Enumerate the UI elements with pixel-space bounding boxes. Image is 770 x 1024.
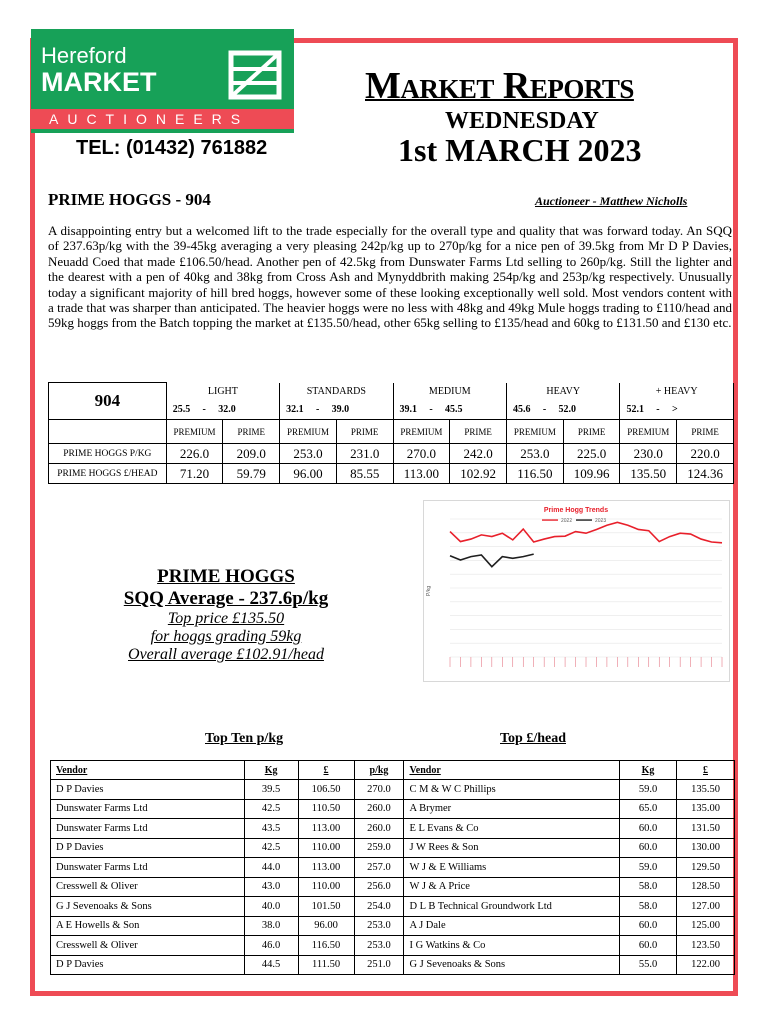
range-dash: - [429,403,433,415]
table-cell: 55.0 [620,955,677,975]
table-cell: 110.50 [298,799,354,819]
table-cell: 39.5 [244,780,298,800]
sub-premium: PREMIUM [506,420,563,444]
table-cell: 60.0 [620,936,677,956]
table-cell: Dunswater Farms Ltd [51,819,245,839]
price-cell: 225.0 [563,444,620,464]
range-from: 39.1 [399,403,418,415]
group-range [506,400,619,420]
entry-count: 904 [49,383,167,420]
range-to: 39.0 [331,403,350,415]
summary-grading: for hoggs grading 59kg [150,628,302,645]
table-cell: 122.00 [677,955,735,975]
table-cell: 96.00 [298,916,354,936]
table-cell: 65.0 [620,799,677,819]
table-row [51,819,735,839]
price-cell: 102.92 [450,464,507,484]
table-cell: 127.00 [677,897,735,917]
page-title-text: Market Reports [365,65,634,107]
price-cell: 220.0 [677,444,734,464]
price-cell: 231.0 [336,444,393,464]
col-vendor: Vendor [51,761,245,780]
row-label: PRIME HOGGS P/KG [49,444,167,464]
group-range [166,400,279,420]
table-cell: 60.0 [620,819,677,839]
table-cell: 110.00 [298,877,354,897]
table-cell: 260.0 [354,819,404,839]
price-table [48,382,734,484]
table-cell: 135.00 [677,799,735,819]
table-cell: 270.0 [354,780,404,800]
price-cell: 230.0 [620,444,677,464]
table-row [51,877,735,897]
sheep-pen-icon [225,47,285,105]
table-cell: 251.0 [354,955,404,975]
top-ten-table [50,760,735,975]
table-cell: 60.0 [620,838,677,858]
price-cell: 96.00 [280,464,337,484]
table-cell: 44.0 [244,858,298,878]
price-cell: 253.0 [280,444,337,464]
range-to: 45.5 [445,403,463,415]
table-cell: C M & W C Phillips [404,780,620,800]
top-ten-body [51,780,735,975]
top-pkg-heading: Top Ten p/kg [205,731,284,746]
table-cell: 113.00 [298,819,354,839]
col-kg: Kg [244,761,298,780]
table-row [51,916,735,936]
logo-band: AUCTIONEERS [31,109,294,129]
table-cell: 129.50 [677,858,735,878]
trend-chart [423,500,730,682]
table-cell: Cresswell & Oliver [51,877,245,897]
top-head-heading: Top £/head [500,731,567,746]
table-cell: 60.0 [620,916,677,936]
range-to: 52.0 [558,403,576,415]
table-cell: 253.0 [354,916,404,936]
table-cell: Cresswell & Oliver [51,936,245,956]
range-from: 52.1 [626,403,644,415]
range-to: 32.0 [218,403,236,415]
price-cell: 135.50 [620,464,677,484]
auctioneer-name: Auctioneer - Matthew Nicholls [535,194,688,208]
group-range [280,400,393,420]
sub-premium: PREMIUM [280,420,337,444]
range-dash: - [202,403,206,415]
table-cell: D P Davies [51,955,245,975]
table-cell: 254.0 [354,897,404,917]
table-cell: 42.5 [244,799,298,819]
price-cell: 270.0 [393,444,450,464]
table-cell: J W Rees & Son [404,838,620,858]
legend-2023: 2023 [595,518,607,524]
sub-prime: PRIME [223,420,280,444]
group-name: LIGHT [166,383,279,400]
table-cell: 59.0 [620,858,677,878]
table-cell: 257.0 [354,858,404,878]
table-row [51,838,735,858]
col-pkg: p/kg [354,761,404,780]
chart-title: Prime Hogg Trends [543,507,609,514]
trend-chart-svg [424,501,729,681]
report-text: A disappointing entry but a welcomed lift to the trade especially for the overall type and quality that was forward today. An SQQ of 237.63p/kg with the 39-45kg averaging a very pleasing 242p/kg up to 270p/kg for a nice pen of 39.5kg from Mr D P Davies, Neuadd Coed that made £106.50/head. Another pen of 42.5kg from Dunswater Farms Ltd selling to 260p/kg. Still the lighter and the dearest with a pen of 40kg and 38kg from Cross Ash and Mynyddbrith making 254p/kg and 253p/kg respectively. Unusually today a significant majority of hill bred hoggs, however some of these looking exceptionally well sold. Most vendors content with a trade that was sharper than anticipated. The heavier hoggs were no less with 48kg and 49kg Mule hoggs trading to £110/head and 59kg hoggs from the Batch topping the market at £135.50/head, other 65kg selling to £135/head and 60kg to £131.50 and £130 etc. [48,223,732,331]
group-name: + HEAVY [620,383,734,400]
table-row [51,955,735,975]
price-cell: 109.96 [563,464,620,484]
sub-prime: PRIME [677,420,734,444]
logo-line2: MARKET [41,67,157,97]
table-cell: D P Davies [51,780,245,800]
table-cell: 116.50 [298,936,354,956]
price-cell: 242.0 [450,444,507,464]
report-date: 1st MARCH 2023 [398,132,642,168]
table-cell: A E Howells & Son [51,916,245,936]
table-row [51,780,735,800]
row-label: PRIME HOGGS £/HEAD [49,464,167,484]
sub-premium: PREMIUM [166,420,223,444]
group-range [393,400,506,420]
table-cell: 130.00 [677,838,735,858]
range-from: 32.1 [286,403,304,415]
table-cell: G J Sevenoaks & Sons [404,955,620,975]
table-cell: 135.50 [677,780,735,800]
table-cell: 128.50 [677,877,735,897]
table-row [51,858,735,878]
price-cell: 226.0 [166,444,223,464]
summary-sqq: SQQ Average - 237.6p/kg [123,588,329,609]
table-row [51,897,735,917]
sub-prime: PRIME [450,420,507,444]
table-cell: 106.50 [298,780,354,800]
table-cell: 131.50 [677,819,735,839]
price-cell: 71.20 [166,464,223,484]
range-dash: - [656,403,660,415]
table-row [51,799,735,819]
table-cell: 256.0 [354,877,404,897]
table-cell: 40.0 [244,897,298,917]
table-cell: Dunswater Farms Ltd [51,858,245,878]
col-vendor: Vendor [404,761,620,780]
table-cell: 59.0 [620,780,677,800]
table-cell: 123.50 [677,936,735,956]
table-cell: E L Evans & Co [404,819,620,839]
sub-premium: PREMIUM [620,420,677,444]
table-cell: Dunswater Farms Ltd [51,799,245,819]
price-cell: 59.79 [223,464,280,484]
group-name: HEAVY [506,383,619,400]
table-cell: I G Watkins & Co [404,936,620,956]
table-cell: W J & A Price [404,877,620,897]
sub-premium: PREMIUM [393,420,450,444]
col-kg: Kg [620,761,677,780]
price-cell: 113.00 [393,464,450,484]
table-cell: 38.0 [244,916,298,936]
table-cell: 46.0 [244,936,298,956]
table-cell: 101.50 [298,897,354,917]
hereford-market-logo [31,29,294,133]
blank-cell [49,420,167,444]
logo-line1: Hereford [41,43,127,68]
summary-top-price: Top price £135.50 [167,610,285,627]
page-title [365,64,634,108]
table-cell: G J Sevenoaks & Sons [51,897,245,917]
section-title: PRIME HOGGS - 904 [48,190,211,209]
table-cell: 260.0 [354,799,404,819]
chart-grid [450,519,722,667]
group-range [620,400,734,420]
col-pounds: £ [677,761,735,780]
table-cell: 58.0 [620,877,677,897]
col-pounds: £ [298,761,354,780]
chart-ylabel: P/kg [426,585,432,596]
range-dash: - [542,403,547,415]
table-cell: 253.0 [354,936,404,956]
summary-overall: Overall average £102.91/head [128,646,324,663]
table-cell: D L B Technical Groundwork Ltd [404,897,620,917]
chart-lines [450,522,722,566]
table-cell: 43.0 [244,877,298,897]
range-dash: - [315,403,320,415]
table-row [51,936,735,956]
table-cell: 43.5 [244,819,298,839]
range-from: 45.6 [512,403,531,415]
telephone-number: TEL: (01432) 761882 [76,137,268,159]
table-cell: 259.0 [354,838,404,858]
table-cell: D P Davies [51,838,245,858]
table-cell: A Brymer [404,799,620,819]
table-cell: 125.00 [677,916,735,936]
summary-title: PRIME HOGGS [157,566,295,587]
table-cell: 44.5 [244,955,298,975]
summary-block [48,566,404,664]
table-cell: 113.00 [298,858,354,878]
table-cell: 42.5 [244,838,298,858]
price-cell: 253.0 [506,444,563,464]
table-cell: 58.0 [620,897,677,917]
group-name: MEDIUM [393,383,506,400]
range-to: > [671,403,678,415]
report-day: WEDNESDAY [445,108,599,134]
table-cell: W J & E Williams [404,858,620,878]
table-cell: 110.00 [298,838,354,858]
price-cell: 124.36 [677,464,734,484]
legend-2022: 2022 [561,518,573,524]
sub-prime: PRIME [336,420,393,444]
price-cell: 85.55 [336,464,393,484]
table-cell: 111.50 [298,955,354,975]
group-name: STANDARDS [280,383,393,400]
sub-prime: PRIME [563,420,620,444]
price-cell: 116.50 [506,464,563,484]
table-cell: A J Dale [404,916,620,936]
range-from: 25.5 [172,403,191,415]
price-cell: 209.0 [223,444,280,464]
